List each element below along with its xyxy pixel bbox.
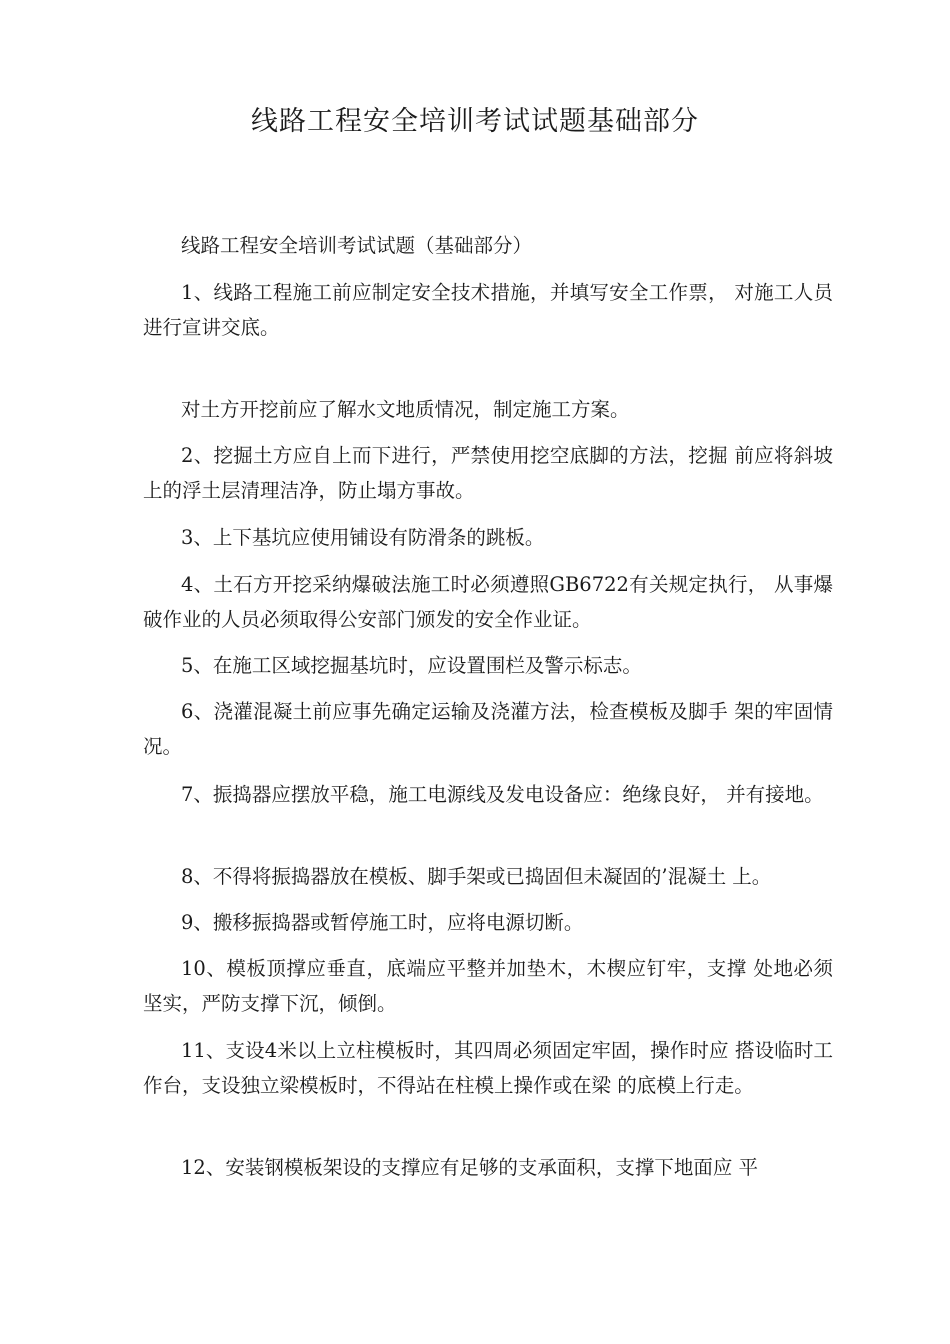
paragraph-earthwork: 对土方开挖前应了解水文地质情况，制定施工方案。 xyxy=(181,398,630,421)
document-title: 线路工程安全培训考试试题基础部分 xyxy=(251,106,699,137)
paragraph-heading: 线路工程安全培训考试试题（基础部分） xyxy=(181,234,533,257)
paragraph-item-6: 6、浇灌混凝土前应事先确定运输及浇灌方法，检查模板及脚手 架的牢固情况。 xyxy=(143,700,833,758)
paragraph-item-8: 8、不得将振捣器放在模板、脚手架或已捣固但未凝固的’混凝土 上。 xyxy=(181,865,772,888)
paragraph-item-12: 12、安装钢模板架设的支撑应有足够的支承面积，支撑下地面应 平 xyxy=(181,1156,759,1179)
paragraph-item-1: 1、线路工程施工前应制定安全技术措施，并填写安全工作票， 对施工人员进行宣讲交底。 xyxy=(143,281,833,339)
paragraph-item-3: 3、上下基坑应使用铺设有防滑条的跳板。 xyxy=(181,526,545,549)
paragraph-item-7: 7、振捣器应摆放平稳，施工电源线及发电设备应：绝缘良好， 并有接地。 xyxy=(181,783,824,806)
paragraph-item-11: 11、支设4米以上立柱模板时，其四周必须固定牢固，操作时应 搭设临时工作台，支设独立梁模板时，不得站在柱模上操作或在梁 的底模上行走。 xyxy=(143,1039,833,1097)
paragraph-item-9: 9、搬移振捣器或暂停施工时，应将电源切断。 xyxy=(181,911,584,934)
paragraph-item-10: 10、模板顶撑应垂直，底端应平整并加垫木，木楔应钉牢，支撑 处地必须坚实，严防支撑下沉，倾倒。 xyxy=(143,957,833,1015)
paragraph-item-4: 4、土石方开挖采纳爆破法施工时必须遵照GB6722有关规定执行， 从事爆破作业的人员必须取得公安部门颁发的安全作业证。 xyxy=(143,573,833,631)
paragraph-item-2: 2、挖掘土方应自上而下进行，严禁使用挖空底脚的方法，挖掘 前应将斜坡上的浮土层清理洁净，防止塌方事故。 xyxy=(143,444,833,502)
paragraph-item-5: 5、在施工区域挖掘基坑时，应设置围栏及警示标志。 xyxy=(181,654,642,677)
